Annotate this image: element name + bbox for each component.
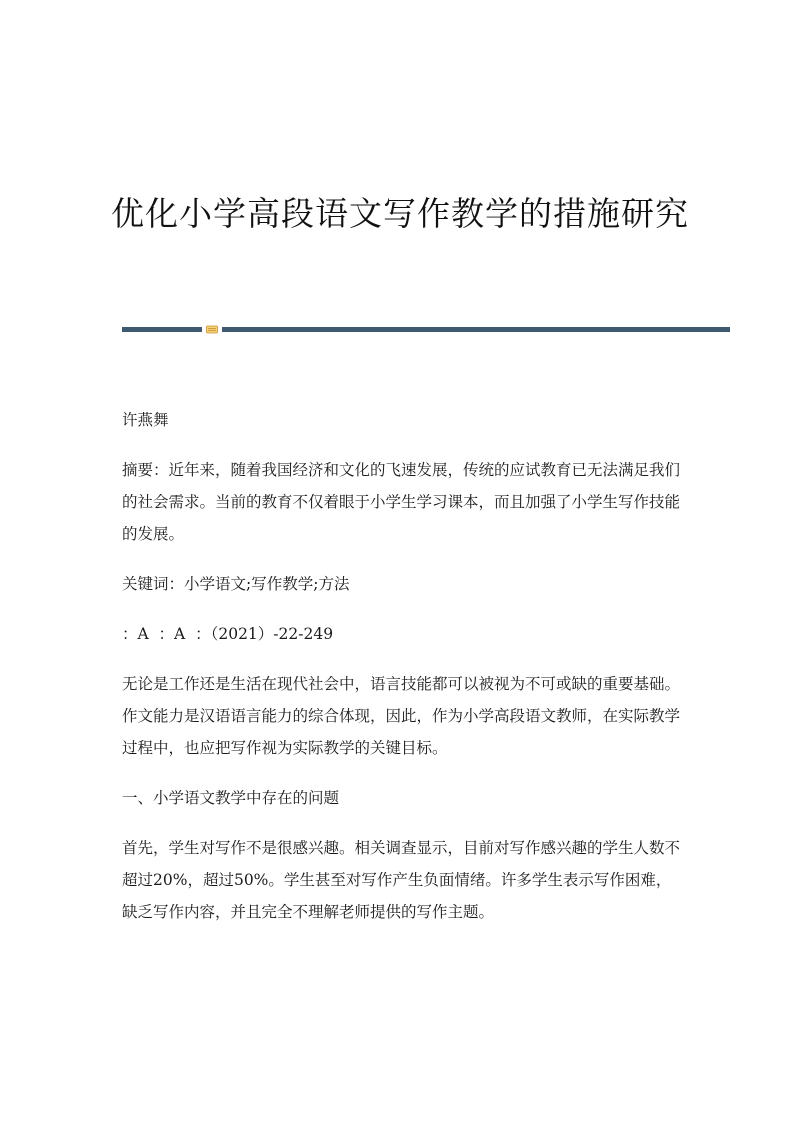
divider-bar-right bbox=[222, 327, 730, 332]
intro-paragraph: 无论是工作还是生活在现代社会中，语言技能都可以被视为不可或缺的重要基础。作文能力是汉语语言能力的综合体现，因此，作为小学高段语文教师，在实际教学过程中，也应把写作视为实际教学的关键目标。 bbox=[122, 675, 681, 757]
classification-line: ：A ：A ：（2021）-22-249 bbox=[122, 625, 334, 643]
abstract-paragraph: 摘要：近年来，随着我国经济和文化的飞速发展，传统的应试教育已无法满足我们的社会需求。当前的教育不仅着眼于小学生学习课本，而且加强了小学生写作技能的发展。 bbox=[122, 461, 681, 543]
document-body bbox=[122, 404, 682, 928]
title-divider bbox=[122, 326, 730, 334]
author-name: 许燕舞 bbox=[122, 411, 169, 429]
divider-bar-left bbox=[122, 327, 202, 332]
page-title: 优化小学高段语文写作教学的措施研究 bbox=[111, 194, 689, 233]
section-heading: 一、小学语文教学中存在的问题 bbox=[122, 789, 340, 807]
keywords-line: 关键词：小学语文;写作教学;方法 bbox=[122, 575, 350, 593]
pencil-ornament-icon bbox=[206, 325, 218, 334]
section-paragraph: 首先，学生对写作不是很感兴趣。相关调查显示，目前对写作感兴趣的学生人数不超过20%，超过50%。学生甚至对写作产生负面情绪。许多学生表示写作困难，缺乏写作内容，并且完全不理解老师提供的写作主题。 bbox=[122, 839, 681, 921]
